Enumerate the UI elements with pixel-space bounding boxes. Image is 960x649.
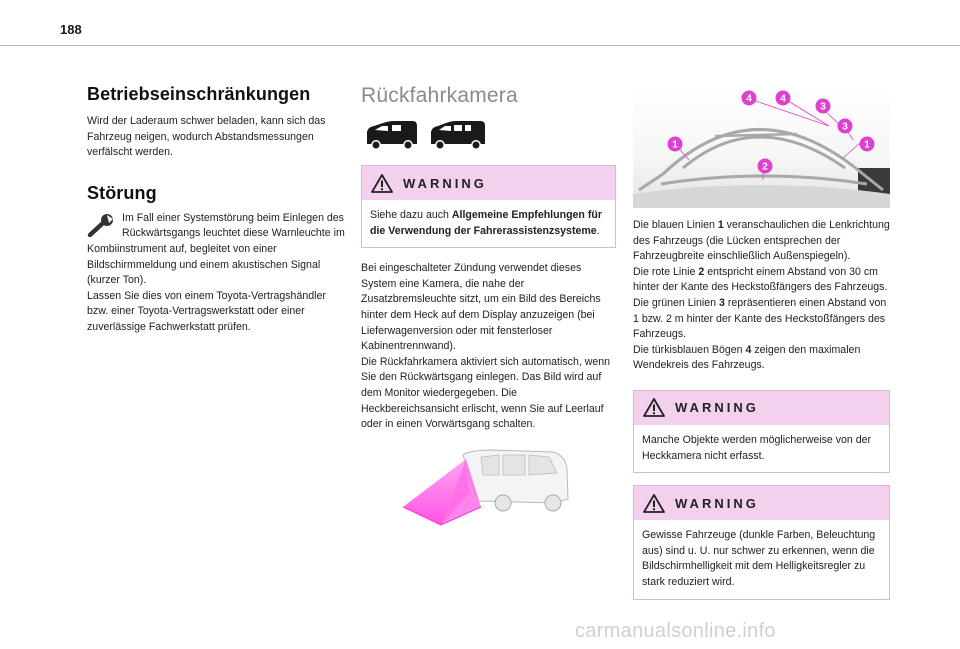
- camera-marker-2: 2: [762, 161, 768, 173]
- camera-description: Bei eingeschalteter Zündung verwendet dieses System eine Kamera, die nahe der Zusatzbremsleuchte sitzt, um ein Bild des Bereichs hinter dem Heck auf dem Display anzuzeigen (bei Lieferwagenversion oder mit fensterloser Kabinentrennwand).: [361, 262, 601, 353]
- camera-marker-1b: 1: [864, 139, 870, 151]
- camera-marker-4b: 4: [780, 93, 786, 105]
- right-column: [633, 84, 890, 600]
- wrench-icon: [87, 213, 117, 237]
- warning-text: Siehe dazu auch Allgemeine Empfehlungen für die Verwendung der Fahrerassistenzsysteme.: [370, 209, 602, 237]
- warning-box-general: [361, 165, 616, 248]
- vehicle-variant-icons: [361, 118, 616, 150]
- desc-line-1: Die blauen Linien 1 veranschaulichen die Lenkrichtung des Fahrzeugs (die Lücken entsprechen der Fahrzeugbreite einschließlich Außenspiegeln).: [633, 219, 890, 263]
- watermark: carmanualsonline.info: [575, 620, 776, 642]
- stoerung-text: Kombiinstrument auf, begleitet von einer Bildschirmmeldung und einem akustischen Signal (kurzer Ton).: [87, 242, 321, 287]
- rear-camera-car-illustration: [403, 447, 573, 533]
- camera-marker-1a: 1: [672, 139, 678, 151]
- left-column: [87, 84, 347, 336]
- warning-box-brightness: [633, 485, 890, 599]
- camera-marker-4a: 4: [746, 93, 752, 105]
- limitations-paragraph: Wird der Laderaum schwer beladen, kann sich das Fahrzeug neigen, wodurch Abstandsmessungen verfälscht werden.: [87, 115, 326, 159]
- heading-rueckfahrkamera: Rückfahrkamera: [361, 84, 518, 107]
- heading-betriebseinschraenkungen: Betriebseinschränkungen: [87, 84, 311, 104]
- stoerung-advice: Lassen Sie dies von einem Toyota-Vertragshändler bzw. einer Toyota-Vertragswerkstatt oder einer zuverlässige Fachwerkstatt prüfen.: [87, 289, 326, 333]
- stoerung-block: [87, 211, 347, 336]
- warning-header: [634, 391, 889, 425]
- warning-triangle-icon: [643, 398, 665, 417]
- warning-link-text: Allgemeine Empfehlungen für die Verwendung der Fahrerassistenzsysteme: [370, 209, 602, 237]
- stoerung-line-1: Im Fall einer Systemstörung beim Einlegen des: [122, 211, 344, 224]
- desc-line-2: Die rote Linie 2 entspricht einem Abstand von 30 cm hinter der Kante des Heckstoßfängers des Fahrzeugs.: [633, 265, 888, 294]
- warning-header: [634, 486, 889, 520]
- middle-column: [361, 84, 616, 533]
- warning-text: Gewisse Fahrzeuge (dunkle Farben, Beleuchtung aus) sind u. U. nur schwer zu erkennen, wenn die Bildschirmhelligkeit mit dem Helligkeitsregler zu stark reduziert wird.: [642, 529, 876, 588]
- desc-line-4: Die türkisblauen Bögen 4 zeigen den maximalen Wendekreis des Fahrzeugs.: [633, 343, 861, 372]
- camera-marker-3b: 3: [842, 121, 848, 133]
- stoerung-line-2: Rückwärtsgangs leuchtet diese Warnleuchte im: [122, 227, 345, 240]
- warning-triangle-icon: [643, 494, 665, 513]
- warning-title: WARNING: [675, 495, 759, 511]
- desc-line-3: Die grünen Linien 3 repräsentieren einen Abstand von 1 bzw. 2 m hinter der Kante des Heckstoßfängers des Fahrzeugs.: [633, 296, 887, 341]
- warning-title: WARNING: [675, 400, 759, 416]
- guideline-descriptions: [633, 218, 890, 374]
- warning-title: WARNING: [403, 175, 487, 191]
- warning-box-objects: [633, 390, 890, 473]
- van-icon: [361, 118, 421, 150]
- warning-text: Manche Objekte werden möglicherweise von der Heckkamera nicht erfasst.: [642, 433, 872, 462]
- camera-marker-3a: 3: [820, 101, 826, 113]
- page-number: 188: [60, 22, 82, 37]
- warning-header: [362, 166, 615, 200]
- van-long-icon: [427, 118, 487, 150]
- rear-camera-view-image: [633, 84, 890, 208]
- camera-activation: Die Rückfahrkamera aktiviert sich automatisch, wenn Sie den Rückwärtsgang einlegen. Das Bild wird auf dem Monitor wiedergegeben. Die Heckbereichsansicht erlischt, wenn Sie auf Leerlauf oder in einen Vorwärtsgang schalten.: [361, 355, 611, 431]
- car-with-camera-cone-image: [403, 447, 573, 533]
- warning-triangle-icon: [371, 174, 393, 193]
- heading-stoerung: Störung: [87, 182, 157, 203]
- header-divider: [0, 45, 960, 46]
